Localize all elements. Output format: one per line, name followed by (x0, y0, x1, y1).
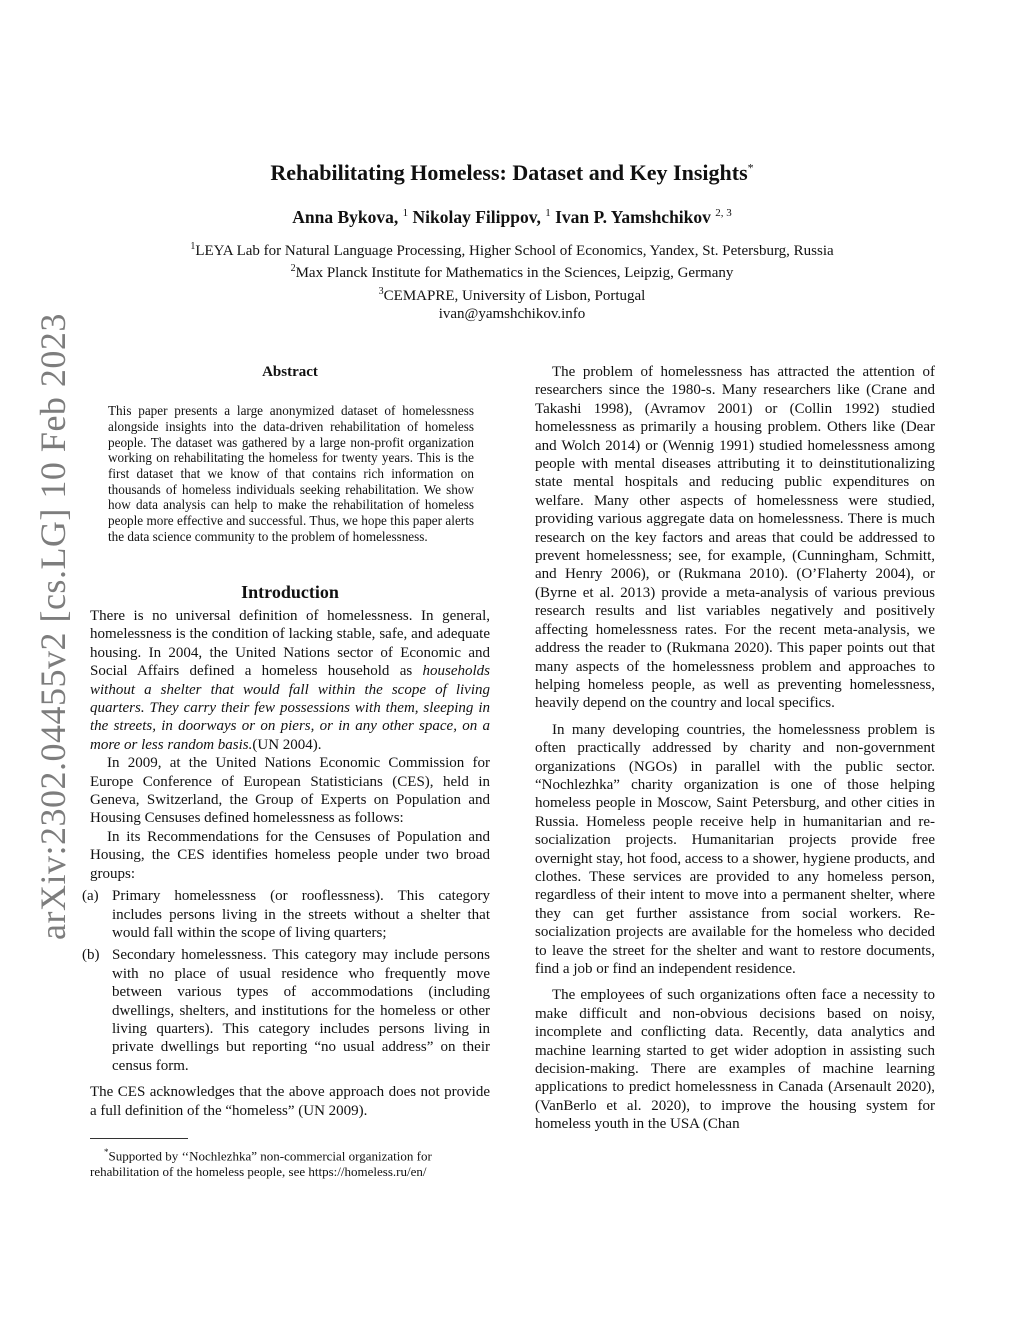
intro-p1-text: There is no universal definition of homelessness. In general, homelessness is the condition of lacking stable, safe, and adequate housing. In 2004, the United Nations sector of Economic and Social Affairs defined a homeless household as (90, 608, 490, 680)
affiliation-text: Max Planck Institute for Mathematics in the Sciences, Leipzig, Germany (295, 265, 734, 282)
un-definition-quote: households without a shelter that would fall within the scope of living quarters. They carry their few possessions with them, sleeping in the streets, in doorways or on piers, or in any other space, on a more or less random basis. (90, 663, 490, 753)
affiliation-line (0, 283, 1024, 305)
list-label: (a) (82, 888, 99, 905)
intro-paragraph-3: In its Recommendations for the Censuses of Population and Housing, the CES identifies homeless people under two broad groups: (90, 828, 490, 882)
author-email: ivan@yamshchikov.info (438, 306, 586, 323)
footnote-marker: * (104, 1147, 109, 1157)
author-affiliation-mark: 2, 3 (715, 207, 732, 220)
title-footnote-marker: * (747, 160, 754, 175)
affiliation-line (0, 260, 1024, 282)
affiliation-text: CEMAPRE, University of Lisbon, Portugal (383, 287, 646, 304)
footnote-text: Supported by ‘‘Nochlezhka” non-commercial organization for rehabilitation of the homeless people, see https://homeless.ru/en/ (90, 1148, 432, 1180)
right-paragraph-3: The employees of such organizations often face a necessity to make difficult and non-obvious decisions based on noisy, incomplete and conflicting data. Recently, data analytics and machine learning started to get wider adoption in assisting such decision-making. There are examples of machine learning applications to predict homelessness in Canada (Arsenault 2020), (VanBerlo et al. 2020), to improve the housing system for homeless youth in the USA (Chan (535, 987, 935, 1133)
affiliations (0, 238, 1024, 324)
list-item-a (82, 887, 490, 942)
affiliation-line (0, 238, 1024, 260)
author-affiliation-mark: 1 (402, 207, 409, 220)
footnote (90, 1144, 490, 1180)
affiliation-mark: 1 (190, 241, 196, 252)
left-column-body (82, 607, 490, 1120)
author-affiliation-mark: 1 (545, 207, 551, 220)
affiliation-text: LEYA Lab for Natural Language Processing, Higher School of Economics, Yandex, St. Petersburg, Russia (195, 243, 834, 259)
intro-paragraph-1 (90, 607, 490, 754)
affiliation-mark: 2 (290, 263, 296, 275)
intro-paragraph-4: The CES acknowledges that the above approach does not provide a full definition of the “homeless” (UN 2009). (90, 1084, 490, 1119)
introduction-heading: Introduction (241, 582, 339, 602)
footnote-rule (90, 1138, 188, 1139)
author-name: Anna Bykova, (292, 207, 399, 227)
arxiv-identifier: arXiv:2302.04455v2 [cs.LG] 10 Feb 2023 (33, 313, 73, 940)
author-list (0, 207, 1024, 228)
abstract-text: This paper presents a large anonymized dataset of homelessness alongside insights into the data-driven rehabilitation of homeless people. The dataset was gathered by a large non-profit organization working on rehabilitating the homeless for twenty years. This is the first dataset that we know of that contains rich information on thousands of homeless individuals seeking rehabilitation. We show how data analysis can help to make the rehabilitation of homeless people more effective and successful. Thus, we hope this paper alerts the data science community to the problem of homelessness. (108, 403, 474, 544)
paper-title (0, 160, 1024, 186)
list-item-b (82, 946, 490, 1075)
intro-paragraph-2: In 2009, at the United Nations Economic Commission for Europe Conference of European Statisticians (CES), held in Geneva, Switzerland, the Group of Experts on Population and Housing Censuses defined homelessness as follows: (90, 755, 490, 827)
right-paragraph-2: In many developing countries, the homelessness problem is often practically addressed by charity and non-government organizations (NGOs) in parallel with the public sector. “Nochlezhka” charity organization is one of those helping homeless people in Moscow, Saint Petersburg, and other cities in Russia. Homeless people receive help in humanitarian and re-socialization projects. Humanitarian projects provide free overnight stay, hot food, access to a shower, hygiene products, and clothes. These services are provided to any homeless person, regardless of their intent to move into a permanent shelter, where they can get further assistance from social workers. Re-socialization projects are available for the homeless who decided to leave the street for the shelter and want to restore documents, find a job or find an independent residence. (535, 721, 935, 977)
title-text: Rehabilitating Homeless: Dataset and Key Insights (270, 160, 748, 185)
abstract-heading: Abstract (262, 364, 318, 380)
author-name: Nikolay Filippov, (412, 207, 541, 227)
list-label: (b) (82, 947, 100, 964)
list-text: Primary homelessness (or rooflessness). This category includes persons living in the streets without a shelter that would fall within the scope of living quarters; (112, 888, 490, 941)
intro-p1-citation: (UN 2004). (252, 736, 322, 753)
author-name: Ivan P. Yamshchikov (555, 207, 711, 227)
list-text: Secondary homelessness. This category may include persons with no place of usual residence who frequently move between various types of accommodations (including dwellings, shelters, and institutions for the homeless or other living quarters). This category includes persons living in private dwellings but reporting “no usual address” on their census form. (112, 947, 490, 1074)
right-paragraph-1: The problem of homelessness has attracted the attention of researchers since the 1980-s. Many researchers like (Crane and Takashi 1998), (Avramov 2001) or (Collin 1992) studied homelessness as primarily a housing problem. Others like (Dear and Wolch 2014) or (Wennig 1991) studied homelessness among people with mental diseases attributing it to deinstitutionalizing state mental hospitals and reducing public expenditures on welfare. Many other aspects of homelessness were studied, providing various aggregate data on homelessness. There is much research on the key factors and areas that could be addressed to prevent homelessness; see, for example, (Cunningham, Schmitt, and Henry 2006), or (Rukmana 2010). (O’Flaherty 2004), or (Byrne et al. 2013) provide a meta-analysis of various previous research results and list variables negatively and positively affecting homelessness rates. For the recent meta-analysis, we address the reader to (Rukmana 2020). This paper points out that many aspects of the homelessness problem and approaches to helping homeless people, as well as preventing homelessness, heavily depend on the country and local specifics. (535, 364, 935, 712)
right-column-body (535, 363, 935, 1134)
affiliation-mark: 3 (378, 285, 384, 297)
